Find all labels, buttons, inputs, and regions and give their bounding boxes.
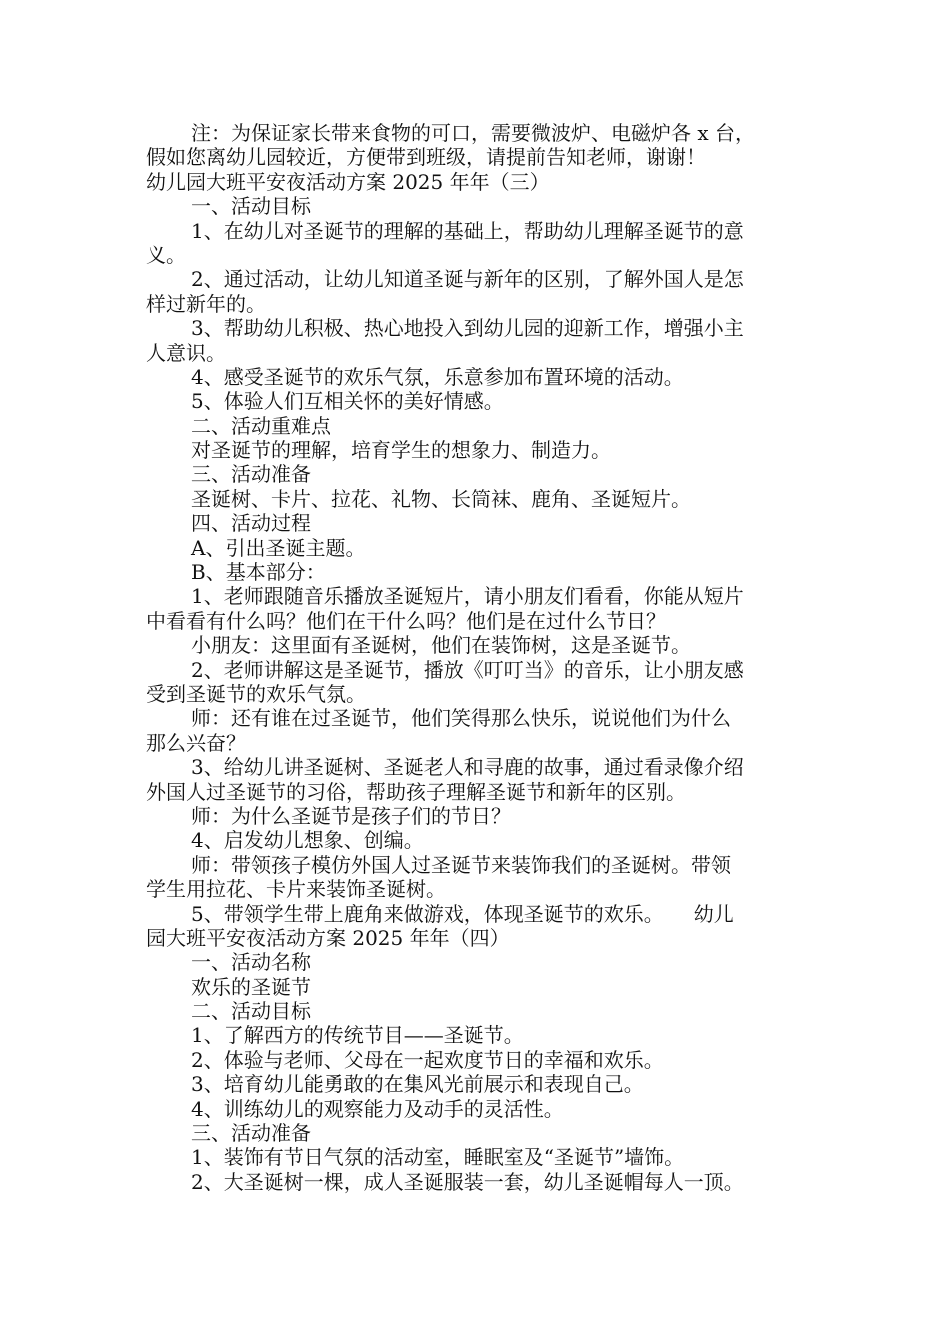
text-line: 1、老师跟随音乐播放圣诞短片，请小朋友们看看，你能从短片 (191, 584, 744, 609)
text-line: 2、大圣诞树一棵，成人圣诞服装一套，幼儿圣诞帽每人一顶。 (191, 1169, 744, 1194)
text-line: 园大班平安夜活动方案 2025 年年（四） (146, 925, 510, 950)
text-line: 2、体验与老师、父母在一起欢度节日的幸福和欢乐。 (191, 1047, 664, 1072)
text-line: A、引出圣诞主题。 (191, 535, 366, 560)
text-line: 二、活动目标 (191, 999, 311, 1024)
text-line: 样过新年的。 (146, 291, 266, 316)
text-line: 二、活动重难点 (191, 413, 331, 438)
text-line: 学生用拉花、卡片来装饰圣诞树。 (146, 877, 446, 902)
text-line: 欢乐的圣诞节 (191, 974, 311, 999)
text-line: 4、感受圣诞节的欢乐气氛，乐意参加布置环境的活动。 (191, 364, 684, 389)
text-line: 4、训练幼儿的观察能力及动手的灵活性。 (191, 1096, 564, 1121)
text-line: 注：为保证家长带来食物的可口，需要微波炉、电磁炉各 x 台， (191, 121, 755, 145)
text-line: 师：还有谁在过圣诞节，他们笑得那么快乐，说说他们为什么 (191, 706, 731, 731)
text-line: 3、给幼儿讲圣诞树、圣诞老人和寻鹿的故事，通过看录像介绍 (191, 755, 744, 780)
text-line: 1、了解西方的传统节目——圣诞节。 (191, 1023, 524, 1048)
text-line: 三、活动准备 (191, 1121, 311, 1146)
text-line: 圣诞树、卡片、拉花、礼物、长筒袜、鹿角、圣诞短片。 (191, 486, 691, 511)
document-page (146, 121, 814, 1194)
text-line: 中看看有什么吗？他们在干什么吗？他们是在过什么节日？ (146, 608, 666, 633)
text-line: 受到圣诞节的欢乐气氛。 (146, 681, 366, 706)
text-line: 1、在幼儿对圣诞节的理解的基础上，帮助幼儿理解圣诞节的意 (191, 218, 744, 243)
text-line: B、基本部分： (191, 560, 326, 585)
text-line: 一、活动名称 (191, 950, 311, 975)
text-line: 四、活动过程 (191, 511, 311, 536)
text-line: 那么兴奋？ (146, 730, 246, 755)
text-line: 4、启发幼儿想象、创编。 (191, 828, 424, 853)
text-line: 3、培育幼儿能勇敢的在集风光前展示和表现自己。 (191, 1072, 644, 1097)
text-line: 义。 (146, 242, 186, 267)
text-line: 假如您离幼儿园较近，方便带到班级，请提前告知老师，谢谢！ (146, 145, 706, 170)
text-line: 5、体验人们互相关怀的美好情感。 (191, 389, 504, 414)
text-line: 师：为什么圣诞节是孩子们的节日？ (191, 803, 511, 828)
text-line: 5、带领学生带上鹿角来做游戏，体现圣诞节的欢乐。 幼儿 (191, 901, 734, 926)
text-line: 小朋友：这里面有圣诞树，他们在装饰树，这是圣诞节。 (191, 633, 691, 658)
text-line: 2、老师讲解这是圣诞节，播放《叮叮当》的音乐，让小朋友感 (191, 657, 744, 682)
text-line: 一、活动目标 (191, 194, 311, 219)
text-line: 三、活动准备 (191, 462, 311, 487)
text-line: 外国人过圣诞节的习俗，帮助孩子理解圣诞节和新年的区别。 (146, 779, 686, 804)
text-line: 对圣诞节的理解，培育学生的想象力、制造力。 (191, 438, 611, 463)
text-line: 师：带领孩子模仿外国人过圣诞节来装饰我们的圣诞树。带领 (191, 852, 731, 877)
text-line: 2、通过活动，让幼儿知道圣诞与新年的区别，了解外国人是怎 (191, 267, 744, 292)
text-line: 幼儿园大班平安夜活动方案 2025 年年（三） (146, 169, 550, 194)
text-line: 人意识。 (146, 340, 226, 365)
text-line: 1、装饰有节日气氛的活动室，睡眠室及“圣诞节”墙饰。 (191, 1145, 685, 1170)
text-line: 3、帮助幼儿积极、热心地投入到幼儿园的迎新工作，增强小主 (191, 316, 744, 341)
